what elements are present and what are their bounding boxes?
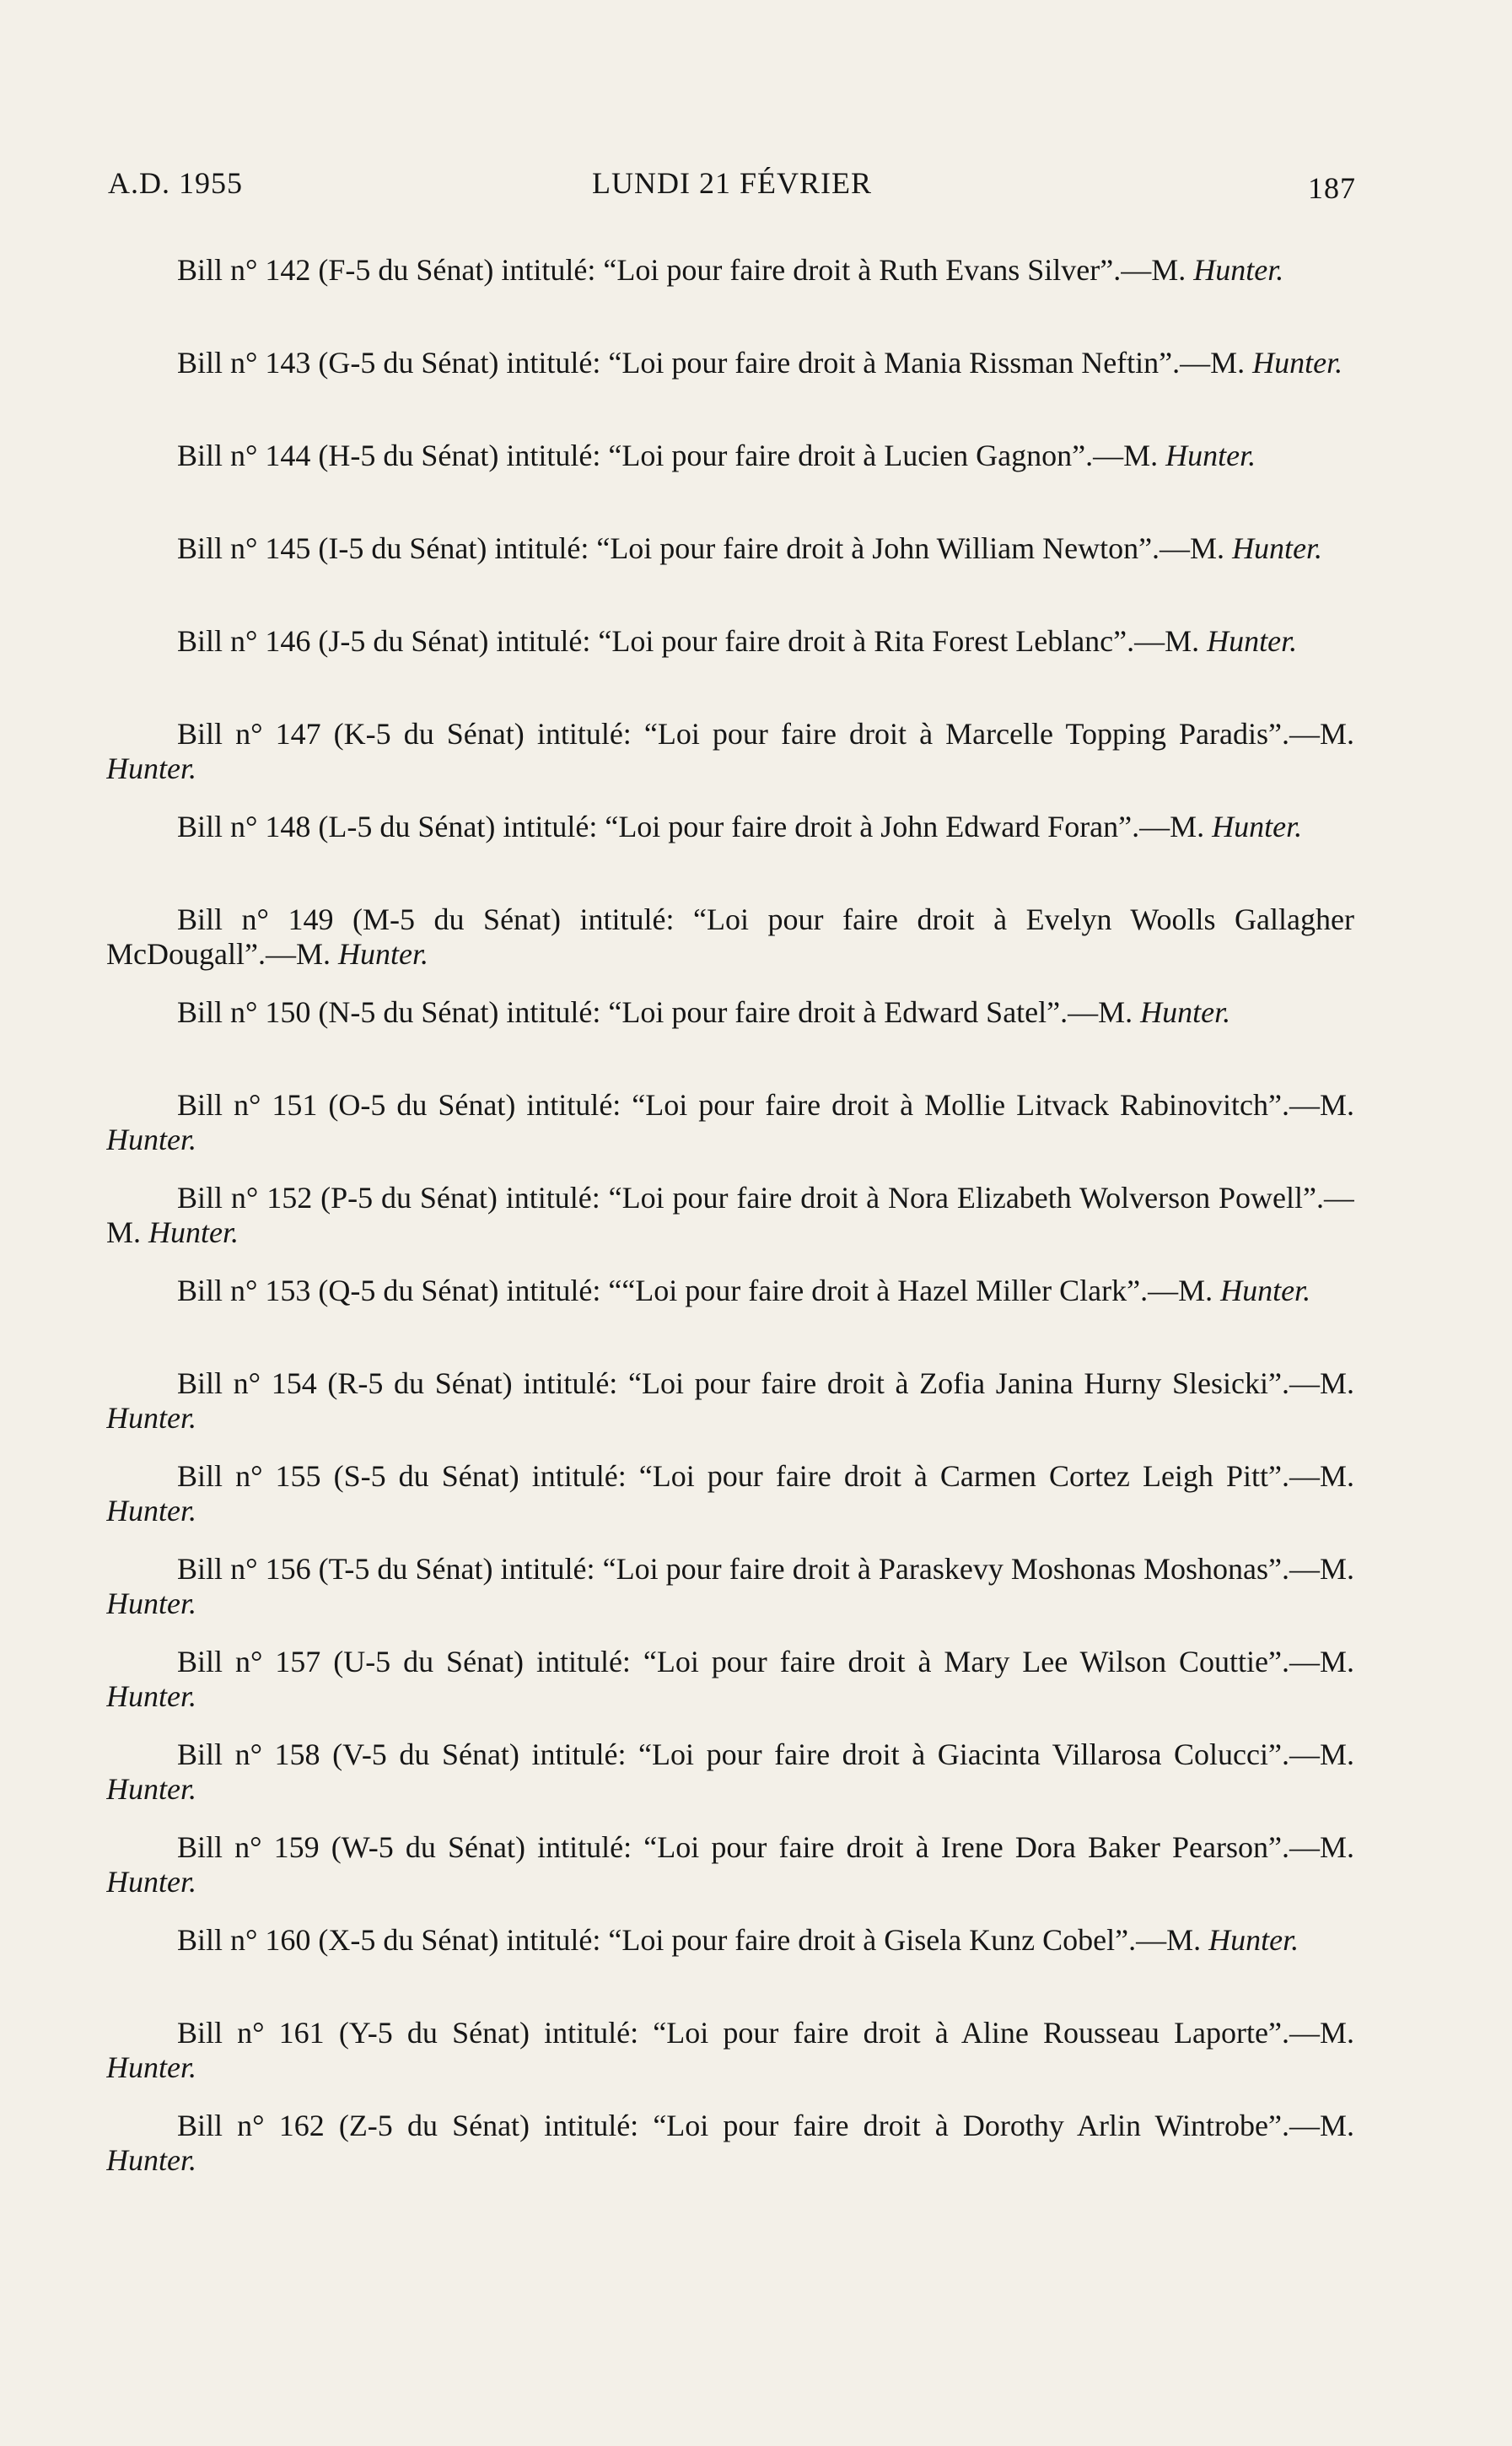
bill-entry-sponsor: Hunter. <box>1165 439 1256 472</box>
bill-entry-sponsor: Hunter. <box>1208 1923 1299 1957</box>
bill-entry <box>106 995 1354 1064</box>
bill-entry <box>106 531 1354 601</box>
bill-entry-sponsor: Hunter. <box>1140 995 1231 1029</box>
bill-list <box>106 253 1354 2201</box>
bill-entry <box>106 1459 1354 1528</box>
bill-entry-text: Bill n° 151 (O-5 du Sénat) intitulé: “Loi pour faire droit à Mollie Litvack Rabinovitch”.—M. <box>177 1088 1354 1122</box>
bill-entry-text: Bill n° 161 (Y-5 du Sénat) intitulé: “Loi pour faire droit à Aline Rousseau Laporte”.—M. <box>177 2016 1354 2050</box>
header-date: LUNDI 21 FÉVRIER <box>592 166 872 200</box>
bill-entry <box>106 902 1354 972</box>
bill-entry-text: Bill n° 158 (V-5 du Sénat) intitulé: “Loi pour faire droit à Giacinta Villarosa Colucci”.—M. <box>177 1738 1354 1771</box>
bill-entry-sponsor: Hunter. <box>106 1494 196 1527</box>
bill-entry-text: Bill n° 159 (W-5 du Sénat) intitulé: “Loi pour faire droit à Irene Dora Baker Pearson”.—M. <box>177 1830 1354 1864</box>
bill-entry-sponsor: Hunter. <box>148 1215 239 1249</box>
bill-entry-sponsor: Hunter. <box>106 1679 196 1713</box>
bill-entry-text: Bill n° 145 (I-5 du Sénat) intitulé: “Loi pour faire droit à John William Newton”.—M. <box>177 531 1233 565</box>
bill-entry-text: Bill n° 146 (J-5 du Sénat) intitulé: “Loi pour faire droit à Rita Forest Leblanc”.—M. <box>177 624 1208 658</box>
bill-entry <box>106 1645 1354 1714</box>
bill-entry-text: Bill n° 144 (H-5 du Sénat) intitulé: “Loi pour faire droit à Lucien Gagnon”.—M. <box>177 439 1166 472</box>
bill-entry <box>106 1366 1354 1436</box>
bill-entry <box>106 1738 1354 1807</box>
bill-entry <box>106 624 1354 693</box>
bill-entry-sponsor: Hunter. <box>1220 1274 1311 1307</box>
bill-entry-sponsor: Hunter. <box>1193 253 1284 287</box>
bill-entry-text: Bill n° 157 (U-5 du Sénat) intitulé: “Loi pour faire droit à Mary Lee Wilson Couttie”.—M. <box>177 1645 1354 1678</box>
bill-entry-text: Bill n° 162 (Z-5 du Sénat) intitulé: “Loi pour faire droit à Dorothy Arlin Wintrobe”.—M. <box>177 2109 1354 2142</box>
bill-entry-text: Bill n° 152 (P-5 du Sénat) intitulé: “Loi pour faire droit à Nora Elizabeth Wolverson Powell”.—M. <box>106 1181 1354 1249</box>
bill-entry-sponsor: Hunter. <box>1212 810 1303 843</box>
bill-entry-text: Bill n° 150 (N-5 du Sénat) intitulé: “Loi pour faire droit à Edward Satel”.—M. <box>177 995 1141 1029</box>
page-number: 187 <box>1308 171 1356 205</box>
bill-entry <box>106 346 1354 415</box>
bill-entry-sponsor: Hunter. <box>1252 346 1343 380</box>
bill-entry-sponsor: Hunter. <box>106 1123 196 1156</box>
bill-entry <box>106 253 1354 322</box>
bill-entry-text: Bill n° 143 (G-5 du Sénat) intitulé: “Loi pour faire droit à Mania Rissman Neftin”.—M. <box>177 346 1253 380</box>
bill-entry <box>106 439 1354 508</box>
bill-entry-sponsor: Hunter. <box>106 2050 196 2084</box>
bill-entry <box>106 1088 1354 1157</box>
bill-entry <box>106 1181 1354 1250</box>
bill-entry-text: Bill n° 153 (Q-5 du Sénat) intitulé: ““Loi pour faire droit à Hazel Miller Clark”.—M. <box>177 1274 1221 1307</box>
bill-entry <box>106 717 1354 786</box>
bill-entry-text: Bill n° 147 (K-5 du Sénat) intitulé: “Loi pour faire droit à Marcelle Topping Paradis”.—M. <box>177 717 1354 751</box>
bill-entry-text: Bill n° 155 (S-5 du Sénat) intitulé: “Loi pour faire droit à Carmen Cortez Leigh Pitt”.—M. <box>177 1459 1354 1493</box>
bill-entry-sponsor: Hunter. <box>337 937 428 971</box>
bill-entry-sponsor: Hunter. <box>106 1587 196 1620</box>
bill-entry <box>106 1552 1354 1621</box>
bill-entry-sponsor: Hunter. <box>106 1772 196 1806</box>
bill-entry-sponsor: Hunter. <box>106 752 196 785</box>
bill-entry-text: Bill n° 160 (X-5 du Sénat) intitulé: “Loi pour faire droit à Gisela Kunz Cobel”.—M. <box>177 1923 1209 1957</box>
bill-entry <box>106 2109 1354 2178</box>
bill-entry-sponsor: Hunter. <box>106 2143 196 2177</box>
bill-entry <box>106 1274 1354 1343</box>
bill-entry-sponsor: Hunter. <box>106 1401 196 1435</box>
bill-entry <box>106 2016 1354 2085</box>
bill-entry-sponsor: Hunter. <box>106 1865 196 1899</box>
bill-entry-sponsor: Hunter. <box>1232 531 1323 565</box>
bill-entry <box>106 1830 1354 1899</box>
bill-entry-text: Bill n° 148 (L-5 du Sénat) intitulé: “Loi pour faire droit à John Edward Foran”.—M. <box>177 810 1213 843</box>
bill-entry-sponsor: Hunter. <box>1207 624 1298 658</box>
bill-entry-text: Bill n° 149 (M-5 du Sénat) intitulé: “Loi pour faire droit à Evelyn Woolls Gallagher McDougall”.—M. <box>106 902 1354 971</box>
bill-entry <box>106 1923 1354 1992</box>
bill-entry-text: Bill n° 156 (T-5 du Sénat) intitulé: “Loi pour faire droit à Paraskevy Moshonas Moshonas”.—M. <box>177 1552 1354 1586</box>
bill-entry-text: Bill n° 142 (F-5 du Sénat) intitulé: “Loi pour faire droit à Ruth Evans Silver”.—M. <box>177 253 1194 287</box>
page-header <box>108 165 1356 209</box>
bill-entry-text: Bill n° 154 (R-5 du Sénat) intitulé: “Loi pour faire droit à Zofia Janina Hurny Slesicki”.—M. <box>177 1366 1354 1400</box>
bill-entry <box>106 810 1354 879</box>
header-year: A.D. 1955 <box>108 166 243 200</box>
